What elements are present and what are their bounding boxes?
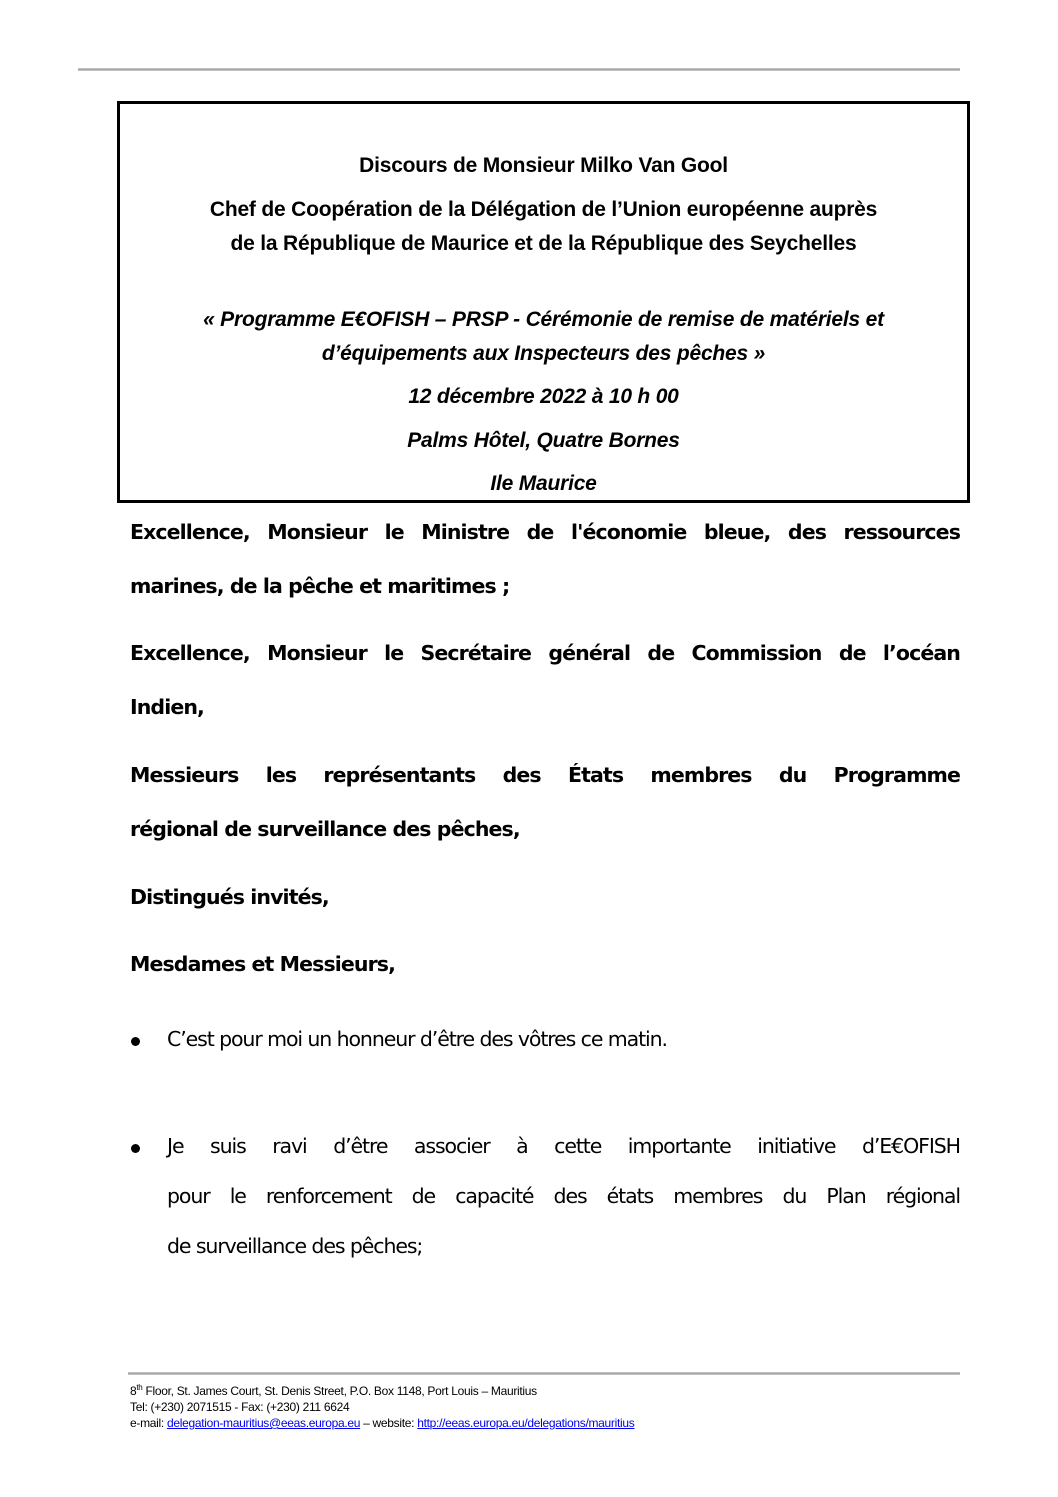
floor-number: 8 bbox=[130, 1384, 137, 1398]
salutation-1-line-2: marines, de la pêche et maritimes ; bbox=[130, 574, 510, 598]
bullet-icon bbox=[131, 1144, 140, 1153]
bullet-2-line-1: Je suis ravi d’être associer à cette importante initiative d’E€OFISH bbox=[167, 1134, 960, 1158]
footer-divider bbox=[128, 1372, 960, 1375]
website-label: – website: bbox=[360, 1416, 418, 1430]
footer-tel-fax: Tel: (+230) 2071515 - Fax: (+230) 211 6624 bbox=[130, 1400, 350, 1414]
bullet-2-line-3: de surveillance des pêches; bbox=[167, 1234, 423, 1258]
salutation-2-line-1: Excellence, Monsieur le Secrétaire général de Commission de l’océan bbox=[130, 641, 960, 665]
website-link[interactable]: http://eeas.europa.eu/delegations/mauritius bbox=[417, 1416, 635, 1430]
event-date: 12 décembre 2022 à 10 h 00 bbox=[408, 385, 679, 408]
header-divider bbox=[78, 68, 960, 71]
event-line-2: d’équipements aux Inspecteurs des pêches » bbox=[321, 342, 766, 365]
event-line-1: « Programme E€OFISH – PRSP - Cérémonie de remise de matériels et bbox=[203, 308, 884, 331]
salutation-4: Distingués invités, bbox=[130, 885, 329, 909]
email-link[interactable]: delegation-mauritius@eeas.europa.eu bbox=[166, 1416, 361, 1430]
bullet-1-line-1: C’est pour moi un honneur d’être des vôtres ce matin. bbox=[167, 1027, 667, 1051]
footer-contact bbox=[130, 1415, 634, 1431]
bullet-icon bbox=[131, 1037, 140, 1046]
role-line-2: de la République de Maurice et de la République des Seychelles bbox=[230, 232, 857, 255]
event-location: Ile Maurice bbox=[490, 472, 597, 495]
salutation-3-line-2: régional de surveillance des pêches, bbox=[130, 817, 520, 841]
salutation-3-line-1: Messieurs les représentants des États membres du Programme bbox=[130, 763, 960, 787]
salutation-2-line-2: Indien, bbox=[130, 695, 204, 719]
salutation-1-line-1: Excellence, Monsieur le Ministre de l'économie bleue, des ressources bbox=[130, 520, 960, 544]
bullet-2-line-2: pour le renforcement de capacité des états membres du Plan régional bbox=[167, 1184, 960, 1208]
title-box bbox=[117, 101, 970, 503]
salutation-5: Mesdames et Messieurs, bbox=[130, 952, 395, 976]
footer-address bbox=[130, 1383, 537, 1399]
address-text: Floor, St. James Court, St. Denis Street, P.O. Box 1148, Port Louis – Mauritius bbox=[142, 1384, 537, 1398]
speaker-line: Discours de Monsieur Milko Van Gool bbox=[359, 154, 728, 177]
email-label: e-mail: bbox=[130, 1416, 167, 1430]
role-line-1: Chef de Coopération de la Délégation de l’Union européenne auprès bbox=[209, 198, 878, 221]
floor-suffix: th bbox=[136, 1383, 143, 1392]
event-venue: Palms Hôtel, Quatre Bornes bbox=[407, 429, 680, 452]
